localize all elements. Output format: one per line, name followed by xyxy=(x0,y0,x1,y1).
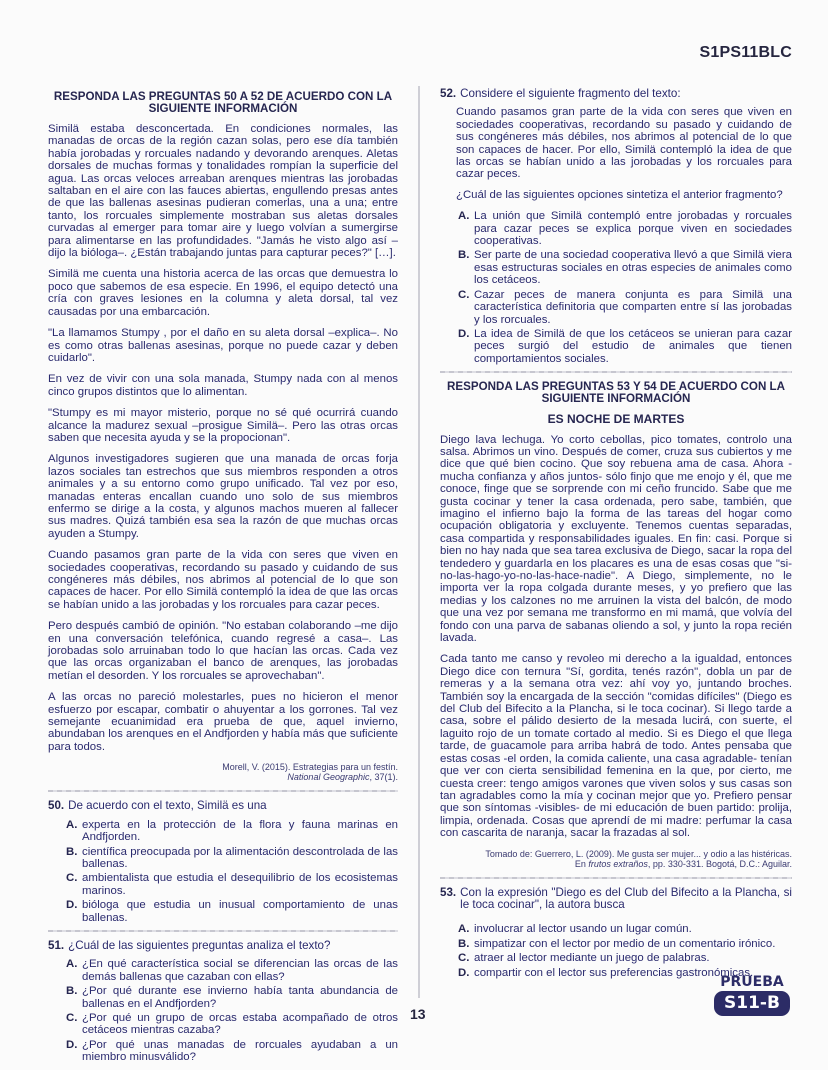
question-stem: Con la expresión "Diego es del Club del Bifecito a la Plancha, si le toca cocinar", la autora busca xyxy=(460,885,792,911)
question-number: 50. xyxy=(48,799,65,813)
citation-journal: National Geographic xyxy=(287,772,370,783)
option-c[interactable] xyxy=(458,952,792,964)
question-number: 52. xyxy=(440,87,457,100)
option-c[interactable] xyxy=(66,872,398,897)
option-b[interactable] xyxy=(66,846,398,871)
option-text: simpatizar con el lector por medio de un comentario irónico. xyxy=(474,937,776,950)
test-badge xyxy=(714,974,790,1016)
story-title: ES NOCHE DE MARTES xyxy=(547,412,685,427)
option-text: atraer al lector mediante un juego de palabras. xyxy=(474,952,710,965)
option-text: ¿En qué característica social se diferencian las orcas de las demás ballenas que cazaban con ellas? xyxy=(82,958,398,983)
citation-prefix: En xyxy=(574,858,589,869)
option-letter: D. xyxy=(458,327,470,340)
citation-line: Tomado de: Guerrero, L. (2009). Me gusta ser mujer... y odio a las histéricas. xyxy=(485,848,792,859)
citation-guerrero xyxy=(440,849,792,869)
option-a[interactable] xyxy=(66,819,398,844)
option-text: compartir con el lector sus preferencias gastronómicas. xyxy=(474,966,754,979)
option-text: ¿Por qué un grupo de orcas estaba acompañado de otros cetáceos mientras cazaba? xyxy=(82,1011,398,1037)
reading-paragraph: Similä estaba desconcertada. En condiciones normales, las manadas de orcas de la región cazan solas, pero ese día también había jorobadas y rorcuales nadando y devorando arenques. Aletas dorsales de muchas formas y tonalidades rompían la superficie del agua. Las orcas veloces arreaban arenques mientras las jorobadas saltaban en el aire con las fauces abiertas, engullendo presas antes de que las ballenas asesinas pudieran comerlas, una a una; entre tanto, los rorcuales simplemente mostraban sus aletas dorsales curvadas al emerger para tomar aire y luego volvían a sumergirse para alimentarse en las profundidades. "Jamás he visto algo así –dijo la bióloga–. ¿Están trabajando juntas para capturar peces?" […]. xyxy=(48,123,398,260)
reading-paragraph: Cada tanto me canso y revoleo mi derecho a la igualdad, entonces Diego dice con ternura "Sí, gordita, tenés razón", dobla un par de remeras y a la semana otra vez: ahí voy yo, juntando broches. También soy la encargada de la sección "comidas difíciles" (Diego es del Club del Bifecito a la Plancha, si le toca cocinar). Si llego tarde a casa, sobre el pálido desierto de la mesada lucirá, con suerte, el laguito rojo de un tomate cortado al medio. Si es Diego el que llega tarde, de guacamole para arriba habrá de todo. Antes pensaba que estas cosas -el orden, la comida caliente, una casa agradable- tenían que ver con cierta sensibilidad femenina en la que, por cierto, me cuesta creer: tengo amigos varones que viven solos y sus casas son tan agradables como la mía y cocinan mejor que yo. Prefiero pensar que son síntomas -visibles- de mi educación de buen partido: prolija, limpia, ordenada. Cosas que aprendí de mi madre: perfumar la casa con cascarita de naranja, sacar la frazadas al sol. xyxy=(440,653,792,840)
question-52 xyxy=(440,88,792,365)
option-text: ¿Por qué unas manadas de rorcuales ayudaban a un miembro minusválido? xyxy=(82,1038,398,1064)
reading-paragraph: Diego lava lechuga. Yo corto cebollas, pico tomates, controlo una salsa. Abrimos un vino. Después de comer, cruza sus cubiertos y me dice que qué bien cocino. Que soy rebuena ama de casa. Ahora -mucha confianza y años juntos- sólo finjo que me enojo y él, que me conoce, finge que se sorprende con mi ceño fruncido. Sabe que me gusta cocinar y tener la casa ordenada, pero sabe, también, que imagino el infierno bajo la forma de las tareas del hogar como ocupación obligatoria y excluyente. Tenemos cuentas separadas, casa compartida y responsabilidades iguales. En fin: casi. Porque si bien no hay nada que sea tarea exclusiva de Diego, sacar la ropa del tendedero y guardarla en los placares es una de esas cosas que "si-no-las-hago-yo-no-las-hace-nadie". A Diego, simplemente, no le importa ver la ropa colgada durante meses, y yo prefiero que las medias y los calzones no me arruinen la vista del balcón, de modo que una vez por semana me transformo en mi mamá, que volvía del fondo con una parva de sabanas oliendo a sol, y junto la ropa recién lavada. xyxy=(440,433,792,645)
option-text: ambientalista que estudia el desequilibrio de los ecosistemas marinos. xyxy=(82,872,398,897)
option-d[interactable] xyxy=(66,1039,398,1064)
option-letter: C. xyxy=(458,288,470,301)
quoted-fragment: Cuando pasamos gran parte de la vida con seres que viven en sociedades cooperativas, recordando su pasado y cuidando de sus congéneres más débiles, nos abrimos al potencial de lo que son capaces de hacer. Por ello, Similä contempló la idea de que las orcas se habían unido a las jorobadas y los rorcuales para cazar peces. xyxy=(456,106,792,181)
question-50 xyxy=(48,800,398,924)
citation-pages: , pp. 330-331. Bogotá, D.C.: Aguilar. xyxy=(647,858,792,869)
option-c[interactable] xyxy=(66,1012,398,1037)
badge-label: PRUEBA xyxy=(720,974,784,990)
reading-paragraph: "Stumpy es mi mayor misterio, porque no sé qué ocurrirá cuando alcance la madurez sexual –prosigue Similä–. Pero las otras orcas saben que necesita ayuda y se la propocionan". xyxy=(48,407,398,444)
option-letter: C. xyxy=(66,1011,78,1024)
column-divider xyxy=(418,86,420,998)
reading-paragraph: Algunos investigadores sugieren que una manada de orcas forja lazos sociales tan estrechos que sus miembros responden a otros animales y a su entorno como grupo unificado. Tal vez por eso, manadas enteras encallan cuando uno solo de sus miembros enfermo se dirige a la costa, y algunos machos mueren al fallecer sus madres. Quizá también esa sea la razón de que muchas orcas ayuden a Stumpy. xyxy=(48,453,398,540)
reading-paragraph: En vez de vivir con una sola manada, Stumpy nada con al menos cinco grupos distintos que lo alimentan. xyxy=(48,373,398,398)
question-51 xyxy=(48,940,398,1064)
citation-morell xyxy=(48,762,398,782)
reading-paragraph: Cuando pasamos gran parte de la vida con seres que viven en sociedades cooperativas, recordando su pasado y cuidando de sus congéneres más débiles, nos abrimos al potencial de lo que son capaces de hacer. Por ello Similä contempló la idea de que las orcas se habían unido a las jorobadas y los rorcuales para cazar peces. xyxy=(48,549,398,611)
divider xyxy=(440,371,792,373)
option-text: bióloga que estudia un inusual comportamiento de unas ballenas. xyxy=(82,899,398,924)
option-a[interactable] xyxy=(66,958,398,983)
question-stem: ¿Cuál de las siguientes preguntas analiza el texto? xyxy=(68,938,331,952)
option-letter: D. xyxy=(458,966,470,979)
option-text: Ser parte de una sociedad cooperativa llevó a que Similä viera esas estructuras sociales en otras especies de animales como los cetáceos. xyxy=(474,249,792,287)
option-letter: B. xyxy=(66,985,78,998)
option-text: La idea de Similä de que los cetáceos se unieran para cazar peces surgió del estudio de animales que tienen comportamientos sociales. xyxy=(474,327,792,365)
page-number: 13 xyxy=(410,1006,426,1022)
option-letter: B. xyxy=(458,249,470,262)
divider xyxy=(440,877,792,879)
option-letter: D. xyxy=(66,1038,78,1051)
citation-book: frutos extraños xyxy=(588,858,648,869)
option-c[interactable] xyxy=(458,289,792,326)
option-b[interactable] xyxy=(458,249,792,286)
citation-line xyxy=(440,859,792,869)
question-number: 51. xyxy=(48,938,65,952)
option-letter: A. xyxy=(458,923,470,936)
option-text: involucrar al lector usando un lugar común. xyxy=(474,923,692,936)
reading-paragraph: "La llamamos Stumpy , por el daño en su aleta dorsal –explica–. No es como otras ballenas asesinas, porque no puede cazar y deben cuidarlo". xyxy=(48,327,398,364)
option-a[interactable] xyxy=(458,923,792,935)
option-letter: C. xyxy=(66,872,78,885)
reading-paragraph: Similä me cuenta una historia acerca de las orcas que demuestra lo poco que sabemos de esa especie. En 1996, el equipo detectó una cría con graves lesiones en la columna y aleta dorsal, tal vez causadas por una embarcación. xyxy=(48,268,398,318)
reading-paragraph: A las orcas no pareció molestarles, pues no hicieron el menor esfuerzo por escapar, combatir o ahuyentar a los gorrones. Tal vez semejante ecuanimidad era prueba de que, aquel invierno, abundaban los arenques en el Andfjorden y había más que suficiente para todos. xyxy=(48,691,398,753)
option-letter: B. xyxy=(458,937,470,950)
citation-volume: , 37(1). xyxy=(369,772,398,783)
option-text: científica preocupada por la alimentación descontrolada de las ballenas. xyxy=(82,845,398,870)
question-stem: Considere el siguiente fragmento del texto: xyxy=(460,87,681,100)
right-column xyxy=(440,88,792,985)
option-d[interactable] xyxy=(66,899,398,924)
option-letter: A. xyxy=(66,818,78,831)
badge-code: S11-B xyxy=(714,991,790,1016)
option-text: experta en la protección de la flora y fauna marinas en Andfjorden. xyxy=(82,818,398,844)
section-heading-53-54: RESPONDA LAS PREGUNTAS 53 Y 54 DE ACUERDO CON LA SIGUIENTE INFORMACIÓN xyxy=(447,380,785,406)
option-letter: B. xyxy=(66,845,78,858)
question-stem: De acuerdo con el texto, Similä es una xyxy=(68,799,267,813)
citation-line: Morell, V. (2015). Estrategias para un festín. xyxy=(222,762,398,773)
divider xyxy=(48,930,398,932)
option-letter: A. xyxy=(458,210,470,223)
question-53 xyxy=(440,887,792,979)
option-text: ¿Por qué durante ese invierno había tanta abundancia de ballenas en el Andfjorden? xyxy=(82,985,398,1010)
question-prompt: ¿Cuál de las siguientes opciones sintetiza el anterior fragmento? xyxy=(456,188,783,201)
reading-paragraph: Pero después cambió de opinión. "No estaban colaborando –me dijo en una conversación telefónica, cuando regresé a casa–. Las jorobadas solo arruinaban todo lo que hacían las orcas. Cada vez que las orcas organizaban el banco de arenques, las jorobadas metían el desorden. Y los rorcuales se aprovechaban". xyxy=(48,620,398,682)
left-column xyxy=(48,88,398,1070)
option-text: Cazar peces de manera conjunta es para Similä una característica definitoria que comparten entre sí las jorobadas y los rorcuales. xyxy=(474,288,792,326)
option-a[interactable] xyxy=(458,210,792,247)
option-letter: D. xyxy=(66,899,78,912)
option-text: La unión que Similä contempló entre jorobadas y rorcuales para cazar peces se explica porque viven en sociedades cooperativas. xyxy=(474,210,792,248)
option-b[interactable] xyxy=(66,985,398,1010)
option-d[interactable] xyxy=(458,328,792,365)
booklet-code: S1PS11BLC xyxy=(699,44,792,61)
section-heading-50-52: RESPONDA LAS PREGUNTAS 50 A 52 DE ACUERDO CON LA SIGUIENTE INFORMACIÓN xyxy=(53,90,393,115)
option-b[interactable] xyxy=(458,938,792,950)
question-number: 53. xyxy=(440,885,457,899)
divider xyxy=(48,790,398,792)
option-letter: C. xyxy=(458,952,470,965)
option-letter: A. xyxy=(66,958,78,971)
citation-line xyxy=(48,772,398,782)
